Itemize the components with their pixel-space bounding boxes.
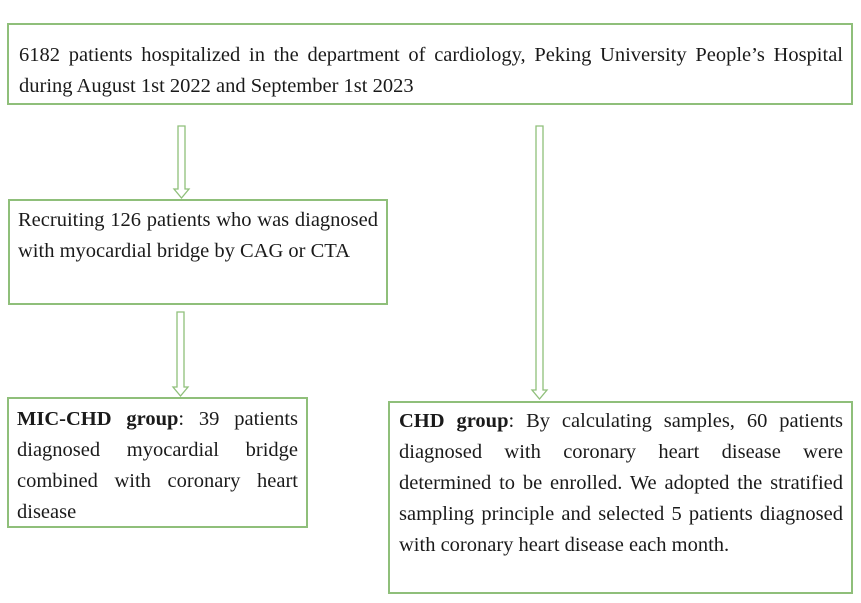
hospitalized-patients-text: 6182 patients hospitalized in the department of cardiology, Peking University People’s Hospital during August 1st 2022 and September 1st 2023: [19, 44, 843, 97]
arrow-recruit-to-mic-chd: [173, 312, 188, 396]
arrow-top-to-recruit: [174, 126, 189, 198]
recruitment-text: Recruiting 126 patients who was diagnosed with myocardial bridge by CAG or CTA: [18, 209, 378, 262]
chd-group-text: : By calculating samples, 60 patients diagnosed with coronary heart disease were determined to be enrolled. We adopted the stratified sampling principle and selected 5 patients diagnosed with coronary heart disease each month.: [399, 410, 843, 556]
chd-group-box: [388, 401, 853, 594]
mic-chd-group-title: MIC-CHD group: [17, 408, 179, 430]
recruitment-box: [8, 199, 388, 305]
mic-chd-group-box: [7, 397, 308, 528]
mic-chd-group-text: : 39 patients diagnosed myocardial bridge combined with coronary heart disease: [17, 408, 298, 523]
hospitalized-patients-box: [7, 23, 853, 105]
arrow-top-to-chd: [532, 126, 547, 399]
chd-group-title: CHD group: [399, 410, 509, 432]
